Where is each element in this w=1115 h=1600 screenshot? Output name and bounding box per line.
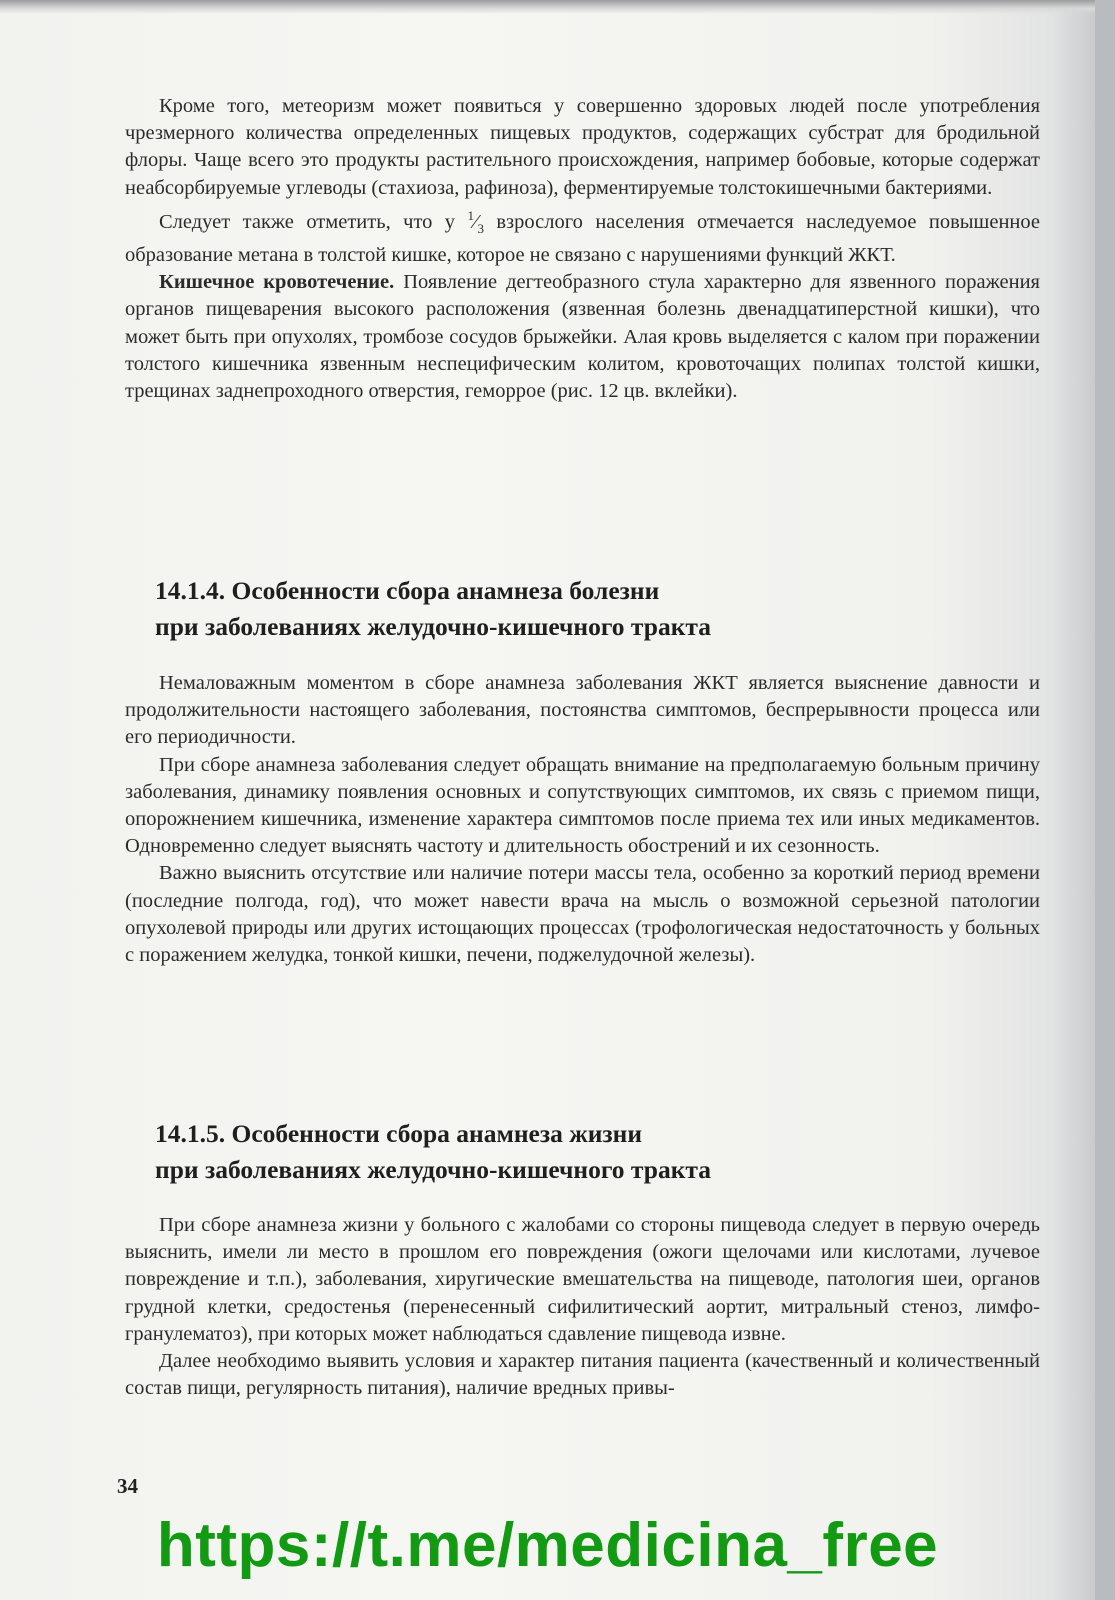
fraction-denominator: 3 [477,220,484,236]
section-heading-14-1-5 [155,1116,1035,1188]
section-heading-14-1-4 [155,573,1035,645]
telegram-link-watermark[interactable]: https://t.me/medicina_free [156,1511,939,1580]
paragraph-nutrition: Далее необходимо выявить условия и характер питания пациента (качественный и количественный состав пищи, регулярность питания), наличие вредных привы- [125,1350,1040,1400]
section-heading-14-1-5-line1: 14.1.5. Особенности сбора анамнеза жизни [155,1119,643,1148]
paragraph-disease-cause: При сборе анамнеза заболевания следует обращать внимание на предполагаемую больным причину заболевания, динамику появления основных и сопутствующих симптомов, их связь с приемом пищи, опорожнением кишечника, изменение характера симптомов после приема тех или иных медикаментов. Одновременно следует выяснять частоту и длительность обострений и их сезонность. [125,753,1040,858]
paragraph-disease-duration: Немаловажным моментом в сборе анамнеза заболевания ЖКТ является выяснение давности и продолжительности настоящего заболевания, постоянства симптомов, беспрерывности процесса или его периодичности. [125,672,1040,749]
body-text-block-3 [125,1212,1040,1402]
fraction-one-third: $^1⁄_3$ [467,207,484,236]
paragraph-meteorism: Кроме того, метеоризм может появиться у совершенно здоровых людей после употребления чрезмерного количества определенных пищевых продуктов, содержащих субстрат для бродильной флоры. Чаще всего это продукты растительного происхождения, например бобовые, которые содержат неабсорбируемые углеводы (стахиоза, рафиноза), ферментируемые толстокишечными бактериями. [125,95,1040,199]
paragraph-methane [125,202,1040,269]
fraction-numerator: 1 [467,207,474,223]
section-heading-14-1-4-line2: при заболеваниях желудочно-кишечного тракта [155,612,711,641]
paragraph-esophagus-history: При сборе анамнеза жизни у больного с жалобами со стороны пищевода следует в первую очередь выяснить, имели ли место в прошлом его повреждения (ожоги щелочами или кислотами, лучевое повреждение и т.п.), заболевания, хиругические вмешательства на пищеводе, патология шеи, органов грудной клетки, средостенья (перенесенный сифилитический аортит, митральный стеноз, лимфогранулематоз), при которых может наблюдаться сдавление пищевода извне. [125,1214,1040,1345]
page-number: 34 [117,1474,138,1498]
paragraph-weight-loss: Важно выяснить отсутствие или наличие потери массы тела, особенно за короткий период времени (последние полгода, год), что может навести врача на мысль о возможной серьезной патологии опухолевой природы или других истощающих процессах (трофологическая недостаточность у больных с поражением желудка, тонкой кишки, печени, поджелудочной железы). [125,862,1040,967]
paragraph-bleeding [125,269,1040,405]
body-text-block-1 [125,93,1040,405]
paragraph-methane-start: Следует также отметить, что у [159,210,468,233]
body-text-block-2 [125,670,1040,969]
run-in-heading-bleeding: Кишечное кровотечение. [159,271,395,294]
section-heading-14-1-5-line2: при заболеваниях желудочно-кишечного тракта [155,1155,711,1184]
paragraph-methane-end: взрослого населения отмечается наследуемое повышенное образование метана в толстой кишке, которое не связано с нарушениями функций ЖКТ. [125,210,1040,266]
page-top-edge-shadow [0,0,1095,14]
paragraph-bleeding-text: Появление дегтеобразного стула характерно для язвенного поражения органов пищеварения высокого расположения (язвенная болезнь двенадцатиперстной кишки), что может быть при опухолях, тромбозе сосудов брыжейки. Алая кровь выделяется с калом при поражении толстого кишечника язвенным неспецифическим колитом, кровоточащих полипах толстой кишки, трещинах заднепроходного отверстия, геморрое (рис. 12 цв. вклейки). [125,271,1040,402]
section-heading-14-1-4-line1: 14.1.4. Особенности сбора анамнеза болезни [155,576,660,605]
